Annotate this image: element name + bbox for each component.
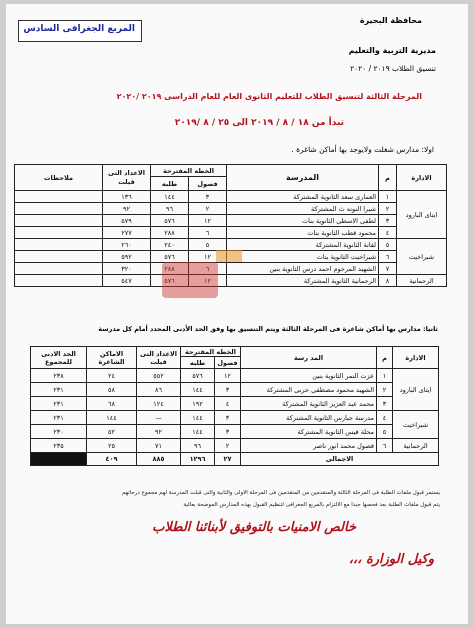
signature-line: وكيل الوزارة ،،، — [348, 552, 434, 567]
table-row — [15, 203, 447, 215]
admin-cell: الرحمانية — [397, 275, 447, 287]
accepted-value: ٥٧٩ — [103, 215, 151, 227]
red-stamp-logo — [162, 262, 218, 298]
notes-cell — [15, 275, 103, 287]
table-row — [31, 425, 439, 439]
header-classes: فصول — [189, 177, 227, 191]
note-2: يتم قبول ملفات الطلبة بعد فحصها جيدا مع الالتزام بالمربع الجغرافى لتنظيم القبول بهذه المدارس الموضحة بعالية — [183, 502, 440, 508]
header-admin: الادارة — [393, 347, 439, 369]
classes-value: ٥ — [189, 239, 227, 251]
accepted-value: — — [137, 411, 181, 425]
header-min-score: الحد الادنى للمجموع — [31, 347, 87, 369]
classes-value: ١٢ — [215, 369, 241, 383]
governorate: محافظة البحيرة — [359, 16, 422, 25]
row-num: ٢ — [379, 203, 397, 215]
accepted-value: ٥٤٧ — [103, 275, 151, 287]
header-plan: الخطه المقترحة — [181, 347, 241, 357]
students-value: ١٤٤ — [181, 425, 215, 439]
school-name: شبراخيت الثانوية بنات — [227, 251, 379, 263]
min-score-value: ٢٣١ — [31, 383, 87, 397]
header-students: طلبه — [181, 357, 215, 369]
table-row — [31, 383, 439, 397]
table-row — [31, 439, 439, 453]
students-value: ٥٧٦ — [151, 215, 189, 227]
min-score-value: ٢٣٠ — [31, 425, 87, 439]
admin-cell: ايتاى البارود — [397, 191, 447, 239]
students-value: ٢٤٠ — [151, 239, 189, 251]
school-name: الشهيد محمود مصطفى حربى المشتركة — [241, 383, 377, 397]
classes-value: ٣ — [189, 191, 227, 203]
school-name: قصول محمد انور ناصر — [241, 439, 377, 453]
school-name: العمارى سعد الثانوية المشتركة — [227, 191, 379, 203]
header-accepted: الاعداد التى قبلت — [103, 165, 151, 191]
row-num: ٧ — [379, 263, 397, 275]
accepted-value: ٧١ — [137, 439, 181, 453]
classes-value: ٢ — [215, 439, 241, 453]
min-score-value: ٢٣٥ — [31, 439, 87, 453]
header-students: طلبه — [151, 177, 189, 191]
logo-box — [18, 20, 142, 42]
table-row — [31, 411, 439, 425]
notes-cell — [15, 203, 103, 215]
row-num: ٣ — [377, 397, 393, 411]
year-line: تنسيق الطلاب ٢٠١٩ / ٢٠٢٠ — [350, 64, 436, 73]
school-name: الرحمانية الثانوية المشتركة — [227, 275, 379, 287]
notes-cell — [15, 239, 103, 251]
stage-title: المرحلة الثالثة لتنسيق الطلاب للتعليم الثانوى العام للعام الدراسى ٢٠١٩ /٢٠٢٠ — [116, 92, 422, 101]
accepted-value: ٢٧٧ — [103, 227, 151, 239]
school-name: محلة قيس الثانوية المشتركة — [241, 425, 377, 439]
header-notes: ملاحظات — [15, 165, 103, 191]
total-min-blank — [31, 453, 87, 466]
min-score-value: ٢٣٨ — [31, 369, 87, 383]
accepted-value: ١٢٤ — [137, 397, 181, 411]
row-num: ٢ — [377, 383, 393, 397]
admin-cell: شبراخيت — [393, 411, 439, 439]
notes-cell — [15, 263, 103, 275]
classes-value: ٣ — [215, 411, 241, 425]
accepted-value: ٣٢٠ — [103, 263, 151, 275]
header-accepted: الاعداد التى قبلت — [137, 347, 181, 369]
accepted-value: ٥٩٢ — [103, 251, 151, 263]
section1-title: اولا: مدارس شغلت ولايوجد بها أماكن شاغرة . — [291, 145, 434, 154]
vacant-value: ٢٤ — [87, 369, 137, 383]
classes-value: ١٢ — [189, 215, 227, 227]
school-name: شبرا النونه ث المشتركة — [227, 203, 379, 215]
students-value: ٥٧٦ — [181, 369, 215, 383]
classes-value: ٤ — [215, 397, 241, 411]
accepted-value: ٨٦ — [137, 383, 181, 397]
directorate: مديرية التربية والتعليم — [348, 46, 436, 55]
classes-value: ١٢ — [189, 251, 227, 263]
school-name: عزت النمر الثانوية بنين — [241, 369, 377, 383]
row-num: ٦ — [379, 251, 397, 263]
students-value: ١٩٢ — [181, 397, 215, 411]
notes-cell — [15, 191, 103, 203]
closing-line: خالص الامنيات بالتوفيق لأبنائنا الطلاب — [152, 520, 356, 535]
section2-table — [30, 346, 439, 466]
accepted-value: ٥٥٢ — [137, 369, 181, 383]
table-row — [31, 397, 439, 411]
row-num: ١ — [377, 369, 393, 383]
accepted-value: ٢٦٠ — [103, 239, 151, 251]
orange-stamp-mark — [216, 250, 242, 262]
accepted-value: ٩٢ — [137, 425, 181, 439]
section1-table — [14, 164, 447, 287]
admin-cell: شبراخيت — [397, 239, 447, 275]
table-row — [15, 263, 447, 275]
note-1: يستمر قبول ملفات الطلبة فى المرحلة الثالثة والمتقدمين من المتقدمين فى المرحلة الاولى والثانية والتى قبلت المدرسة لهم مجموع درجاتهم — [121, 490, 440, 496]
students-value: ٢٨٨ — [151, 227, 189, 239]
students-value: ٥٧٦ — [151, 251, 189, 263]
students-value: ٥٧٦ — [151, 275, 189, 287]
total-students: ١٢٩٦ — [181, 453, 215, 466]
section2-title: ثانيا: مدارس بها أماكن شاغرة فى المرحلة الثالثة ويتم التنسيق بها وفق الحد الأدنى المحدد أمام كل مدرسة — [98, 325, 438, 333]
students-value: ٢٨٨ — [151, 263, 189, 275]
vacant-value: ٢٥ — [87, 439, 137, 453]
row-num: ٥ — [377, 425, 393, 439]
classes-value: ٣ — [215, 425, 241, 439]
table-row — [15, 215, 447, 227]
students-value: ٩٦ — [181, 439, 215, 453]
total-accepted: ٨٨٥ — [137, 453, 181, 466]
school-name: لقانة الثانوية المشتركة — [227, 239, 379, 251]
table-row — [15, 227, 447, 239]
total-classes: ٢٧ — [215, 453, 241, 466]
row-num: ١ — [379, 191, 397, 203]
logo-text: المربع الجغرافى السادس — [23, 24, 135, 34]
students-value: ٩٦ — [151, 203, 189, 215]
row-num: ٦ — [377, 439, 393, 453]
vacant-value: ٦٨ — [87, 397, 137, 411]
table-row — [15, 239, 447, 251]
admin-cell: ايتاى البارود — [393, 369, 439, 411]
header-school: المد رسة — [241, 347, 377, 369]
table-row — [31, 369, 439, 383]
students-value: ١٤٤ — [181, 411, 215, 425]
admin-cell: الرحمانية — [393, 439, 439, 453]
classes-value: ١٢ — [189, 275, 227, 287]
notes-cell — [15, 227, 103, 239]
min-score-value: ٢٣١ — [31, 397, 87, 411]
accepted-value: ٩٢ — [103, 203, 151, 215]
totals-row — [31, 453, 439, 466]
classes-value: ٦ — [189, 227, 227, 239]
total-vacant: ٤٠٩ — [87, 453, 137, 466]
classes-value: ٦ — [189, 263, 227, 275]
classes-value: ٢ — [189, 203, 227, 215]
vacant-value: ١٤٤ — [87, 411, 137, 425]
header-classes: فصول — [215, 357, 241, 369]
vacant-value: ٥٢ — [87, 425, 137, 439]
school-name: محمود قطب الثانوية بنات — [227, 227, 379, 239]
notes-cell — [15, 251, 103, 263]
row-num: ٣ — [379, 215, 397, 227]
school-name: لطفى الاسطى الثانوية بنات — [227, 215, 379, 227]
dates-line: تبدأ من ١٨ / ٨ / ٢٠١٩ الى ٢٥ / ٨ /٢٠١٩ — [174, 118, 344, 128]
header-vacant: الاماكن الشاغرة — [87, 347, 137, 369]
row-num: ٨ — [379, 275, 397, 287]
header-school: المدرسة — [227, 165, 379, 191]
school-name: الشهيد المرحوم احمد درس الثانوية بنين — [227, 263, 379, 275]
header-num: م — [377, 347, 393, 369]
table-row — [15, 275, 447, 287]
header-num: م — [379, 165, 397, 191]
table-row — [15, 191, 447, 203]
min-score-value: ٢٣١ — [31, 411, 87, 425]
notes-cell — [15, 215, 103, 227]
header-admin: الادارة — [397, 165, 447, 191]
accepted-value: ١٣٦ — [103, 191, 151, 203]
school-name: مدرسة جبارس الثانوية المشتركة — [241, 411, 377, 425]
header-plan: الخطه المقترحة — [151, 165, 227, 177]
row-num: ٤ — [379, 227, 397, 239]
students-value: ١٤٤ — [181, 383, 215, 397]
classes-value: ٣ — [215, 383, 241, 397]
school-name: محمد عبد العزيز الثانوية المشتركة — [241, 397, 377, 411]
row-num: ٥ — [379, 239, 397, 251]
students-value: ١٤٤ — [151, 191, 189, 203]
total-label: الاجمالى — [241, 453, 439, 466]
vacant-value: ٥٨ — [87, 383, 137, 397]
row-num: ٤ — [377, 411, 393, 425]
